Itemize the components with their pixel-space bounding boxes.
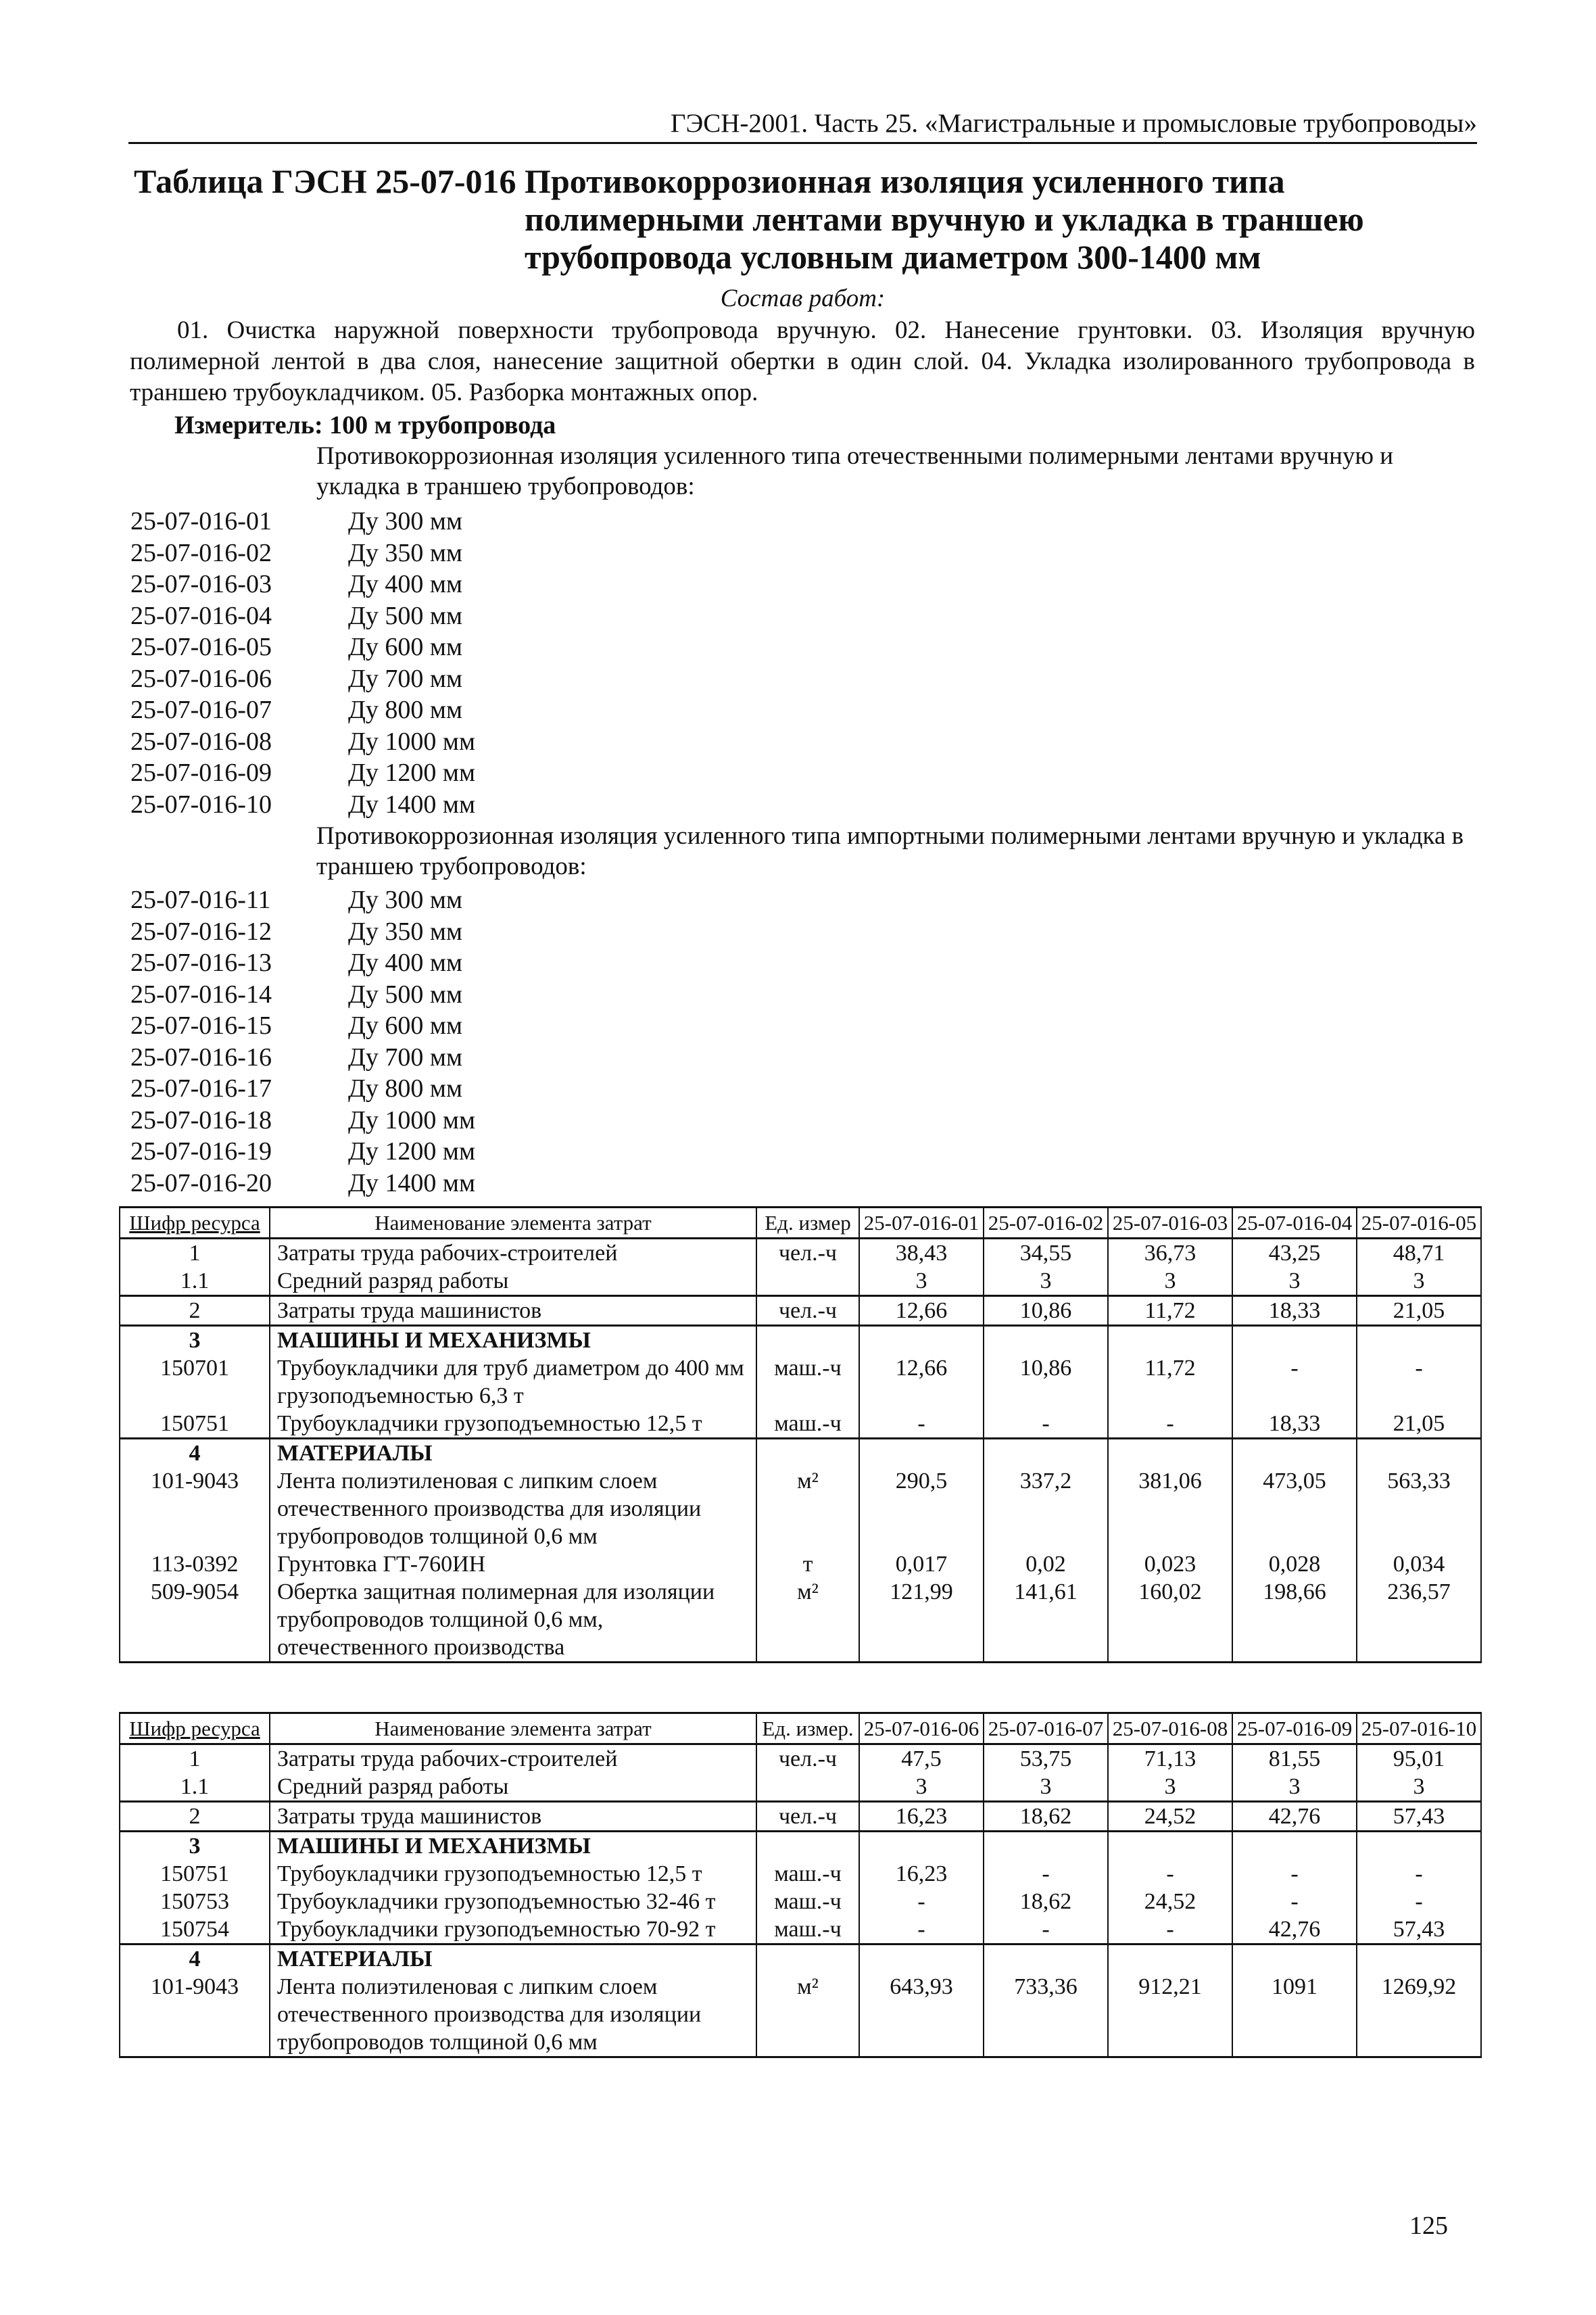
element-name-cell: Трубоукладчики грузоподъемностью 12,5 т bbox=[270, 1860, 756, 1888]
variant-code: 25-07-016-07 bbox=[130, 696, 272, 724]
value-cell: 0,017 bbox=[859, 1550, 984, 1578]
variant-code: 25-07-016-03 bbox=[130, 570, 272, 598]
resource-code-cell: 4 bbox=[120, 1944, 270, 1974]
unit-cell: чел.-ч bbox=[756, 1744, 859, 1773]
header-variant-col: 25-07-016-10 bbox=[1357, 1713, 1481, 1744]
value-cell bbox=[859, 1832, 984, 1861]
variant-code: 25-07-016-02 bbox=[130, 538, 272, 567]
element-name-cell: Затраты труда машинистов bbox=[270, 1802, 756, 1832]
header-resource-code: Шифр ресурса bbox=[120, 1713, 270, 1744]
element-name-cell: МАШИНЫ И МЕХАНИЗМЫ bbox=[270, 1832, 756, 1861]
table-row bbox=[120, 1410, 1481, 1439]
variant-name: Ду 1400 мм bbox=[348, 1168, 476, 1197]
element-name-cell: Трубоукладчики для труб диаметром до 400 мм грузоподъемностью 6,3 т bbox=[270, 1354, 756, 1410]
group-intro-domestic: Противокоррозионная изоляция усиленного типа отечественными полимерными лентами вручную и укладка в траншею трубопроводов: bbox=[316, 442, 1394, 500]
value-cell: 198,66 bbox=[1232, 1578, 1357, 1663]
variant-row bbox=[130, 757, 475, 789]
value-cell: 24,52 bbox=[1108, 1888, 1232, 1915]
value-cell: 141,61 bbox=[984, 1578, 1108, 1663]
unit-cell: маш.-ч bbox=[756, 1915, 859, 1944]
header-variant-col: 25-07-016-04 bbox=[1232, 1208, 1357, 1239]
value-cell: 121,99 bbox=[859, 1578, 984, 1663]
value-cell: - bbox=[1232, 1354, 1357, 1410]
element-name-cell: Средний разряд работы bbox=[270, 1773, 756, 1802]
variant-row bbox=[130, 1168, 475, 1199]
variant-name: Ду 1200 мм bbox=[348, 759, 476, 787]
value-cell: 3 bbox=[1357, 1267, 1481, 1296]
unit-cell bbox=[756, 1439, 859, 1468]
value-cell: 1091 bbox=[1232, 1973, 1357, 2057]
variant-code: 25-07-016-01 bbox=[130, 507, 272, 535]
table-row bbox=[120, 1296, 1481, 1326]
variant-row bbox=[130, 538, 475, 569]
value-cell: 3 bbox=[859, 1267, 984, 1296]
value-cell: 34,55 bbox=[984, 1239, 1108, 1268]
element-name-cell: Затраты труда рабочих-строителей bbox=[270, 1744, 756, 1773]
value-cell: 3 bbox=[1108, 1773, 1232, 1802]
variant-code: 25-07-016-04 bbox=[130, 601, 272, 630]
value-cell: 912,21 bbox=[1108, 1973, 1232, 2057]
variant-name: Ду 800 мм bbox=[348, 1074, 463, 1103]
value-cell: 21,05 bbox=[1357, 1410, 1481, 1439]
value-cell: 71,13 bbox=[1108, 1744, 1232, 1773]
table-row bbox=[120, 1744, 1481, 1773]
element-name-cell: Обертка защитная полимерная для изоляции трубопроводов толщиной 0,6 мм, отечественного производства bbox=[270, 1578, 756, 1663]
variant-name: Ду 600 мм bbox=[348, 633, 463, 661]
section-row bbox=[120, 1832, 1481, 1861]
title-line-2: полимерными лентами вручную и укладка в траншею bbox=[525, 200, 1364, 238]
header-rule bbox=[128, 142, 1477, 144]
element-name-cell: Трубоукладчики грузоподъемностью 70-92 т bbox=[270, 1915, 756, 1944]
element-name-cell: Лента полиэтиленовая с липким слоем отечественного производства для изоляции трубопроводов толщиной 0,6 мм bbox=[270, 1467, 756, 1550]
value-cell: 10,86 bbox=[984, 1296, 1108, 1326]
resource-code-cell: 150701 bbox=[120, 1354, 270, 1410]
variant-name: Ду 1200 мм bbox=[348, 1137, 476, 1166]
value-cell: 0,028 bbox=[1232, 1550, 1357, 1578]
composition-heading: Состав работ: bbox=[720, 285, 886, 312]
variant-row bbox=[130, 1042, 475, 1074]
value-cell: 0,023 bbox=[1108, 1550, 1232, 1578]
value-cell bbox=[1108, 1326, 1232, 1355]
table-row bbox=[120, 1578, 1481, 1663]
element-name-cell: Грунтовка ГТ-760ИН bbox=[270, 1550, 756, 1578]
value-cell: 1269,92 bbox=[1357, 1973, 1481, 2057]
table-row bbox=[120, 1467, 1481, 1550]
variant-code: 25-07-016-14 bbox=[130, 980, 272, 1009]
variant-code: 25-07-016-11 bbox=[130, 886, 271, 914]
value-cell: - bbox=[984, 1860, 1108, 1888]
variant-name: Ду 400 мм bbox=[348, 949, 463, 977]
value-cell: 12,66 bbox=[859, 1296, 984, 1326]
variant-name: Ду 300 мм bbox=[348, 886, 463, 914]
variant-row bbox=[130, 1105, 475, 1137]
value-cell: 36,73 bbox=[1108, 1239, 1232, 1268]
resource-code-cell: 509-9054 bbox=[120, 1578, 270, 1663]
unit-cell bbox=[756, 1832, 859, 1861]
header-element-name: Наименование элемента затрат bbox=[270, 1208, 756, 1239]
variant-name: Ду 350 мм bbox=[348, 917, 463, 946]
value-cell bbox=[1232, 1439, 1357, 1468]
variant-row bbox=[130, 726, 475, 758]
value-cell bbox=[984, 1439, 1108, 1468]
value-cell: 563,33 bbox=[1357, 1467, 1481, 1550]
variant-code: 25-07-016-06 bbox=[130, 664, 272, 693]
value-cell: 381,06 bbox=[1108, 1467, 1232, 1550]
header-variant-col: 25-07-016-09 bbox=[1232, 1713, 1357, 1744]
value-cell: 53,75 bbox=[984, 1744, 1108, 1773]
variant-row bbox=[130, 600, 475, 632]
section-row bbox=[120, 1326, 1481, 1355]
element-name-cell: МАТЕРИАЛЫ bbox=[270, 1439, 756, 1468]
value-cell: 48,71 bbox=[1357, 1239, 1481, 1268]
variant-row bbox=[130, 884, 475, 916]
value-cell: 18,33 bbox=[1232, 1296, 1357, 1326]
value-cell: 21,05 bbox=[1357, 1296, 1481, 1326]
header-unit: Ед. измер. bbox=[756, 1713, 859, 1744]
value-cell bbox=[1232, 1326, 1357, 1355]
variant-row bbox=[130, 506, 475, 538]
running-header: ГЭСН-2001. Часть 25. «Магистральные и промысловые трубопроводы» bbox=[670, 109, 1477, 138]
variant-name: Ду 1000 мм bbox=[348, 1105, 476, 1135]
variant-code: 25-07-016-10 bbox=[130, 790, 272, 819]
value-cell bbox=[859, 1944, 984, 1974]
resource-code-cell: 3 bbox=[120, 1832, 270, 1861]
value-cell: 160,02 bbox=[1108, 1578, 1232, 1663]
resource-table-1 bbox=[119, 1206, 1482, 1663]
value-cell: 3 bbox=[1232, 1773, 1357, 1802]
element-name-cell: Затраты труда машинистов bbox=[270, 1296, 756, 1326]
unit-cell: т bbox=[756, 1550, 859, 1578]
value-cell: 236,57 bbox=[1357, 1578, 1481, 1663]
variant-code: 25-07-016-18 bbox=[130, 1105, 272, 1135]
unit-cell: чел.-ч bbox=[756, 1296, 859, 1326]
table-row bbox=[120, 1267, 1481, 1296]
value-cell: - bbox=[1357, 1888, 1481, 1915]
variant-list-imported bbox=[130, 884, 475, 1199]
value-cell: 3 bbox=[984, 1773, 1108, 1802]
value-cell: 0,034 bbox=[1357, 1550, 1481, 1578]
value-cell bbox=[984, 1832, 1108, 1861]
value-cell: 3 bbox=[1108, 1267, 1232, 1296]
variant-row bbox=[130, 631, 475, 663]
value-cell: - bbox=[859, 1888, 984, 1915]
composition-text: 01. Очистка наружной поверхности трубопровода вручную. 02. Нанесение грунтовки. 03. Изоляция вручную полимерной лентой в два слоя, нанесение защитной обертки в один слой. 04. Укладка изолированного трубопровода в траншею трубоукладчиком. 05. Разборка монтажных опор. bbox=[130, 316, 1475, 406]
value-cell: 11,72 bbox=[1108, 1354, 1232, 1410]
variant-row bbox=[130, 1073, 475, 1105]
value-cell: 3 bbox=[1232, 1267, 1357, 1296]
table-row bbox=[120, 1973, 1481, 2057]
measure-unit bbox=[174, 410, 556, 441]
value-cell: - bbox=[859, 1915, 984, 1944]
value-cell: - bbox=[859, 1410, 984, 1439]
value-cell: 43,25 bbox=[1232, 1239, 1357, 1268]
variant-code: 25-07-016-20 bbox=[130, 1168, 272, 1197]
value-cell: - bbox=[984, 1410, 1108, 1439]
table-row bbox=[120, 1802, 1481, 1832]
variant-list-domestic bbox=[130, 506, 475, 820]
variant-row bbox=[130, 789, 475, 821]
variant-row bbox=[130, 1136, 475, 1168]
value-cell: 38,43 bbox=[859, 1239, 984, 1268]
value-cell: 3 bbox=[859, 1773, 984, 1802]
value-cell: 81,55 bbox=[1232, 1744, 1357, 1773]
resource-code-cell: 101-9043 bbox=[120, 1973, 270, 2057]
table-title bbox=[134, 162, 1479, 276]
value-cell: 10,86 bbox=[984, 1354, 1108, 1410]
value-cell: - bbox=[1357, 1354, 1481, 1410]
resource-code-cell: 1.1 bbox=[120, 1773, 270, 1802]
title-line-1: Таблица ГЭСН 25-07-016 Противокоррозионная изоляция усиленного типа bbox=[134, 162, 1285, 200]
table-row bbox=[120, 1773, 1481, 1802]
measure-unit-value: 100 м трубопровода bbox=[329, 411, 556, 439]
value-cell bbox=[1232, 1832, 1357, 1861]
value-cell: - bbox=[1232, 1860, 1357, 1888]
value-cell: 95,01 bbox=[1357, 1744, 1481, 1773]
variant-name: Ду 800 мм bbox=[348, 696, 463, 724]
unit-cell: маш.-ч bbox=[756, 1354, 859, 1410]
value-cell: - bbox=[1108, 1915, 1232, 1944]
resource-code-cell: 1 bbox=[120, 1239, 270, 1268]
element-name-cell: МАТЕРИАЛЫ bbox=[270, 1944, 756, 1974]
value-cell: 3 bbox=[1357, 1773, 1481, 1802]
value-cell bbox=[1357, 1439, 1481, 1468]
unit-cell bbox=[756, 1267, 859, 1296]
resource-code-cell: 3 bbox=[120, 1326, 270, 1355]
variant-name: Ду 350 мм bbox=[348, 538, 463, 567]
value-cell: 18,62 bbox=[984, 1888, 1108, 1915]
variant-code: 25-07-016-15 bbox=[130, 1011, 272, 1040]
element-name-cell: МАШИНЫ И МЕХАНИЗМЫ bbox=[270, 1326, 756, 1355]
unit-cell: маш.-ч bbox=[756, 1888, 859, 1915]
variant-name: Ду 600 мм bbox=[348, 1011, 463, 1040]
element-name-cell: Трубоукладчики грузоподъемностью 12,5 т bbox=[270, 1410, 756, 1439]
value-cell: 57,43 bbox=[1357, 1915, 1481, 1944]
variant-code: 25-07-016-16 bbox=[130, 1043, 272, 1072]
variant-code: 25-07-016-08 bbox=[130, 727, 272, 756]
resource-code-cell: 101-9043 bbox=[120, 1467, 270, 1550]
variant-code: 25-07-016-09 bbox=[130, 759, 272, 787]
header-resource-code: Шифр ресурса bbox=[120, 1208, 270, 1239]
variant-name: Ду 1400 мм bbox=[348, 790, 476, 819]
resource-table-2 bbox=[119, 1712, 1482, 2058]
resource-code-cell: 150753 bbox=[120, 1888, 270, 1915]
value-cell: 47,5 bbox=[859, 1744, 984, 1773]
value-cell: - bbox=[1357, 1860, 1481, 1888]
variant-name: Ду 1000 мм bbox=[348, 727, 476, 756]
value-cell bbox=[984, 1944, 1108, 1974]
value-cell bbox=[859, 1326, 984, 1355]
resource-code-cell: 4 bbox=[120, 1439, 270, 1468]
variant-row bbox=[130, 947, 475, 979]
variant-row bbox=[130, 979, 475, 1011]
header-variant-col: 25-07-016-08 bbox=[1108, 1713, 1232, 1744]
unit-cell bbox=[756, 1326, 859, 1355]
group-intro-imported: Противокоррозионная изоляция усиленного типа импортными полимерными лентами вручную и укладка в траншею трубопроводов: bbox=[316, 822, 1464, 880]
value-cell bbox=[1357, 1326, 1481, 1355]
value-cell: 42,76 bbox=[1232, 1802, 1357, 1832]
header-variant-col: 25-07-016-05 bbox=[1357, 1208, 1481, 1239]
variant-code: 25-07-016-19 bbox=[130, 1137, 272, 1166]
unit-cell: м² bbox=[756, 1973, 859, 2057]
value-cell: 12,66 bbox=[859, 1354, 984, 1410]
table-row bbox=[120, 1239, 1481, 1268]
element-name-cell: Лента полиэтиленовая с липким слоем отечественного производства для изоляции трубопроводов толщиной 0,6 мм bbox=[270, 1973, 756, 2057]
value-cell: 337,2 bbox=[984, 1467, 1108, 1550]
value-cell: 24,52 bbox=[1108, 1802, 1232, 1832]
table-row bbox=[120, 1354, 1481, 1410]
variant-name: Ду 500 мм bbox=[348, 601, 463, 630]
page-number: 125 bbox=[1409, 2212, 1448, 2240]
value-cell: 18,62 bbox=[984, 1802, 1108, 1832]
variant-name: Ду 400 мм bbox=[348, 570, 463, 598]
element-name-cell: Средний разряд работы bbox=[270, 1267, 756, 1296]
header-element-name: Наименование элемента затрат bbox=[270, 1713, 756, 1744]
variant-row bbox=[130, 569, 475, 600]
table-row bbox=[120, 1860, 1481, 1888]
resource-code-cell: 1 bbox=[120, 1744, 270, 1773]
variant-code: 25-07-016-17 bbox=[130, 1074, 272, 1103]
value-cell bbox=[1357, 1832, 1481, 1861]
value-cell bbox=[1232, 1944, 1357, 1974]
unit-cell: м² bbox=[756, 1578, 859, 1663]
header-variant-col: 25-07-016-03 bbox=[1108, 1208, 1232, 1239]
measure-unit-label: Измеритель: bbox=[174, 411, 323, 439]
variant-row bbox=[130, 694, 475, 726]
value-cell bbox=[1108, 1944, 1232, 1974]
header-variant-col: 25-07-016-06 bbox=[859, 1713, 984, 1744]
table-row bbox=[120, 1888, 1481, 1915]
value-cell bbox=[859, 1439, 984, 1468]
header-variant-col: 25-07-016-07 bbox=[984, 1713, 1108, 1744]
resource-code-cell: 150751 bbox=[120, 1860, 270, 1888]
header-variant-col: 25-07-016-02 bbox=[984, 1208, 1108, 1239]
element-name-cell: Затраты труда рабочих-строителей bbox=[270, 1239, 756, 1268]
value-cell: 16,23 bbox=[859, 1802, 984, 1832]
unit-cell: чел.-ч bbox=[756, 1239, 859, 1268]
variant-name: Ду 700 мм bbox=[348, 1043, 463, 1072]
unit-cell bbox=[756, 1773, 859, 1802]
variant-row bbox=[130, 916, 475, 948]
header-unit: Ед. измер bbox=[756, 1208, 859, 1239]
value-cell: 0,02 bbox=[984, 1550, 1108, 1578]
unit-cell bbox=[756, 1944, 859, 1974]
header-variant-col: 25-07-016-01 bbox=[859, 1208, 984, 1239]
resource-code-cell: 150754 bbox=[120, 1915, 270, 1944]
unit-cell: чел.-ч bbox=[756, 1802, 859, 1832]
resource-code-cell: 2 bbox=[120, 1802, 270, 1832]
value-cell: 643,93 bbox=[859, 1973, 984, 2057]
value-cell bbox=[984, 1326, 1108, 1355]
value-cell bbox=[1108, 1439, 1232, 1468]
value-cell: - bbox=[984, 1915, 1108, 1944]
variant-code: 25-07-016-05 bbox=[130, 633, 272, 661]
unit-cell: маш.-ч bbox=[756, 1410, 859, 1439]
unit-cell: м² bbox=[756, 1467, 859, 1550]
element-name-cell: Трубоукладчики грузоподъемностью 32-46 т bbox=[270, 1888, 756, 1915]
unit-cell: маш.-ч bbox=[756, 1860, 859, 1888]
value-cell: 57,43 bbox=[1357, 1802, 1481, 1832]
resource-code-cell: 150751 bbox=[120, 1410, 270, 1439]
value-cell bbox=[1357, 1944, 1481, 1974]
variant-row bbox=[130, 1010, 475, 1042]
section-row bbox=[120, 1944, 1481, 1974]
value-cell: 42,76 bbox=[1232, 1915, 1357, 1944]
variant-row bbox=[130, 663, 475, 695]
value-cell: 11,72 bbox=[1108, 1296, 1232, 1326]
value-cell: 16,23 bbox=[859, 1860, 984, 1888]
value-cell: 733,36 bbox=[984, 1973, 1108, 2057]
value-cell: 473,05 bbox=[1232, 1467, 1357, 1550]
value-cell: - bbox=[1232, 1888, 1357, 1915]
value-cell: - bbox=[1108, 1860, 1232, 1888]
value-cell: 290,5 bbox=[859, 1467, 984, 1550]
value-cell: 3 bbox=[984, 1267, 1108, 1296]
variant-code: 25-07-016-13 bbox=[130, 949, 272, 977]
variant-code: 25-07-016-12 bbox=[130, 917, 272, 946]
table-row bbox=[120, 1550, 1481, 1578]
value-cell: - bbox=[1108, 1410, 1232, 1439]
resource-code-cell: 2 bbox=[120, 1296, 270, 1326]
value-cell bbox=[1108, 1832, 1232, 1861]
variant-name: Ду 700 мм bbox=[348, 664, 463, 693]
title-line-3: трубопровода условным диаметром 300-1400 мм bbox=[525, 238, 1261, 276]
value-cell: 18,33 bbox=[1232, 1410, 1357, 1439]
resource-code-cell: 113-0392 bbox=[120, 1550, 270, 1578]
resource-code-cell: 1.1 bbox=[120, 1267, 270, 1296]
variant-name: Ду 300 мм bbox=[348, 507, 463, 535]
table-row bbox=[120, 1915, 1481, 1944]
section-row bbox=[120, 1439, 1481, 1468]
variant-name: Ду 500 мм bbox=[348, 980, 463, 1009]
